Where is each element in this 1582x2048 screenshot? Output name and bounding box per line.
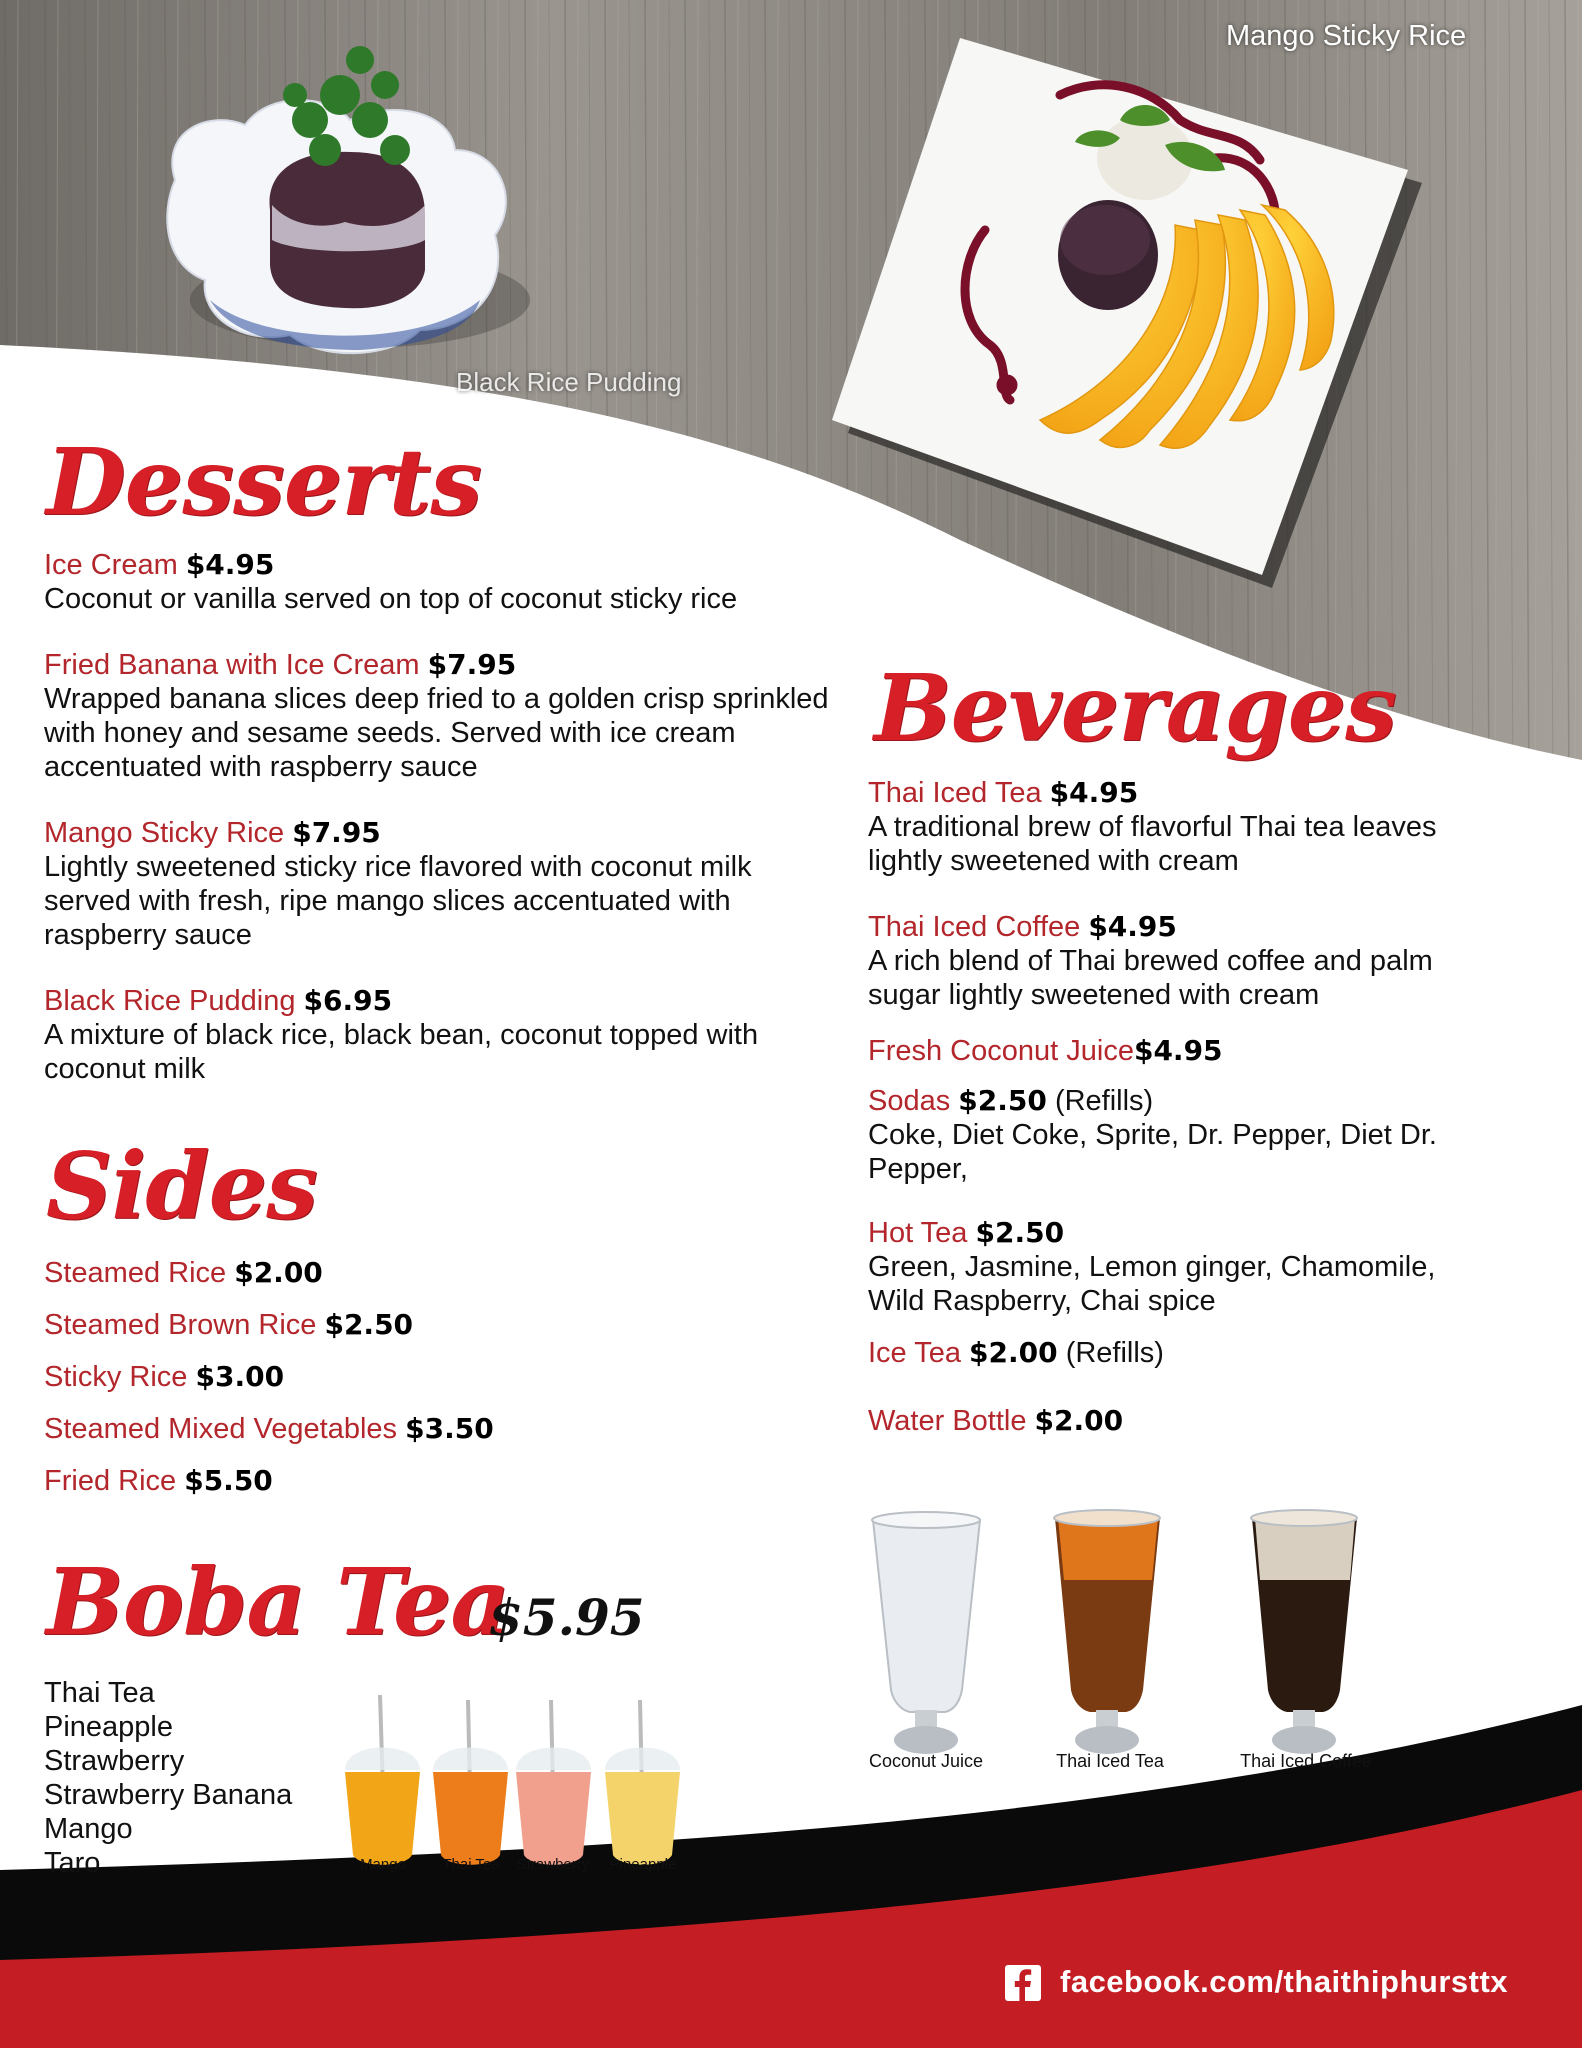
item-price: $7.95 (427, 648, 517, 681)
beverage-item (868, 1404, 1548, 1438)
side-item (44, 1464, 744, 1498)
item-price: $2.00 (234, 1256, 323, 1289)
side-item (44, 1360, 744, 1394)
boba-flavor: Strawberry (44, 1745, 185, 1777)
facebook-link[interactable]: facebook.com/thaithiphursttx (1060, 1964, 1509, 1999)
boba-tea-heading: Boba Tea (46, 1548, 510, 1656)
item-name: Steamed Brown Rice (44, 1309, 317, 1341)
item-description-line: Wild Raspberry, Chai spice (868, 1285, 1216, 1317)
item-description-line: A rich blend of Thai brewed coffee and palm (868, 945, 1433, 977)
black-rice-pudding-caption: Black Rice Pudding (456, 367, 682, 397)
item-name: Ice Tea (868, 1337, 961, 1369)
boba-cup-caption: Strawberry (516, 1856, 590, 1873)
boba-cup-0 (345, 1772, 420, 1865)
item-name: Hot Tea (868, 1217, 968, 1249)
mango-sticky-rice-caption: Mango Sticky Rice (1226, 20, 1467, 52)
item-name: Fried Banana with Ice Cream (44, 649, 420, 681)
boba-flavor-list (44, 1676, 292, 1880)
item-price: $5.50 (184, 1464, 273, 1497)
beverage-item (868, 1084, 1548, 1186)
glass-caption: Coconut Juice (868, 1751, 984, 1771)
item-price: $3.50 (405, 1412, 494, 1445)
item-price: $2.00 (969, 1336, 1058, 1369)
item-description-line: coconut milk (44, 1053, 206, 1085)
side-item (44, 1256, 744, 1290)
facebook-icon-glyph (1005, 1965, 1041, 2001)
item-name: Sodas (868, 1085, 951, 1117)
side-item (44, 1412, 744, 1446)
boba-cup-caption: Pineapple (609, 1856, 677, 1873)
item-price: $4.95 (185, 548, 275, 581)
item-name: Black Rice Pudding (44, 985, 296, 1017)
item-name: Steamed Mixed Vegetables (44, 1413, 398, 1445)
item-name: Sticky Rice (44, 1361, 188, 1393)
boba-flavor: Pineapple (44, 1711, 173, 1743)
dessert-item (44, 548, 864, 616)
item-price: $6.95 (303, 984, 393, 1017)
beverages-list (868, 776, 1548, 1438)
item-description-line: A traditional brew of flavorful Thai tea leaves (868, 811, 1437, 843)
item-description-line: with honey and sesame seeds. Served with ice cream (44, 717, 736, 749)
boba-cup-1 (433, 1772, 508, 1865)
item-price: $2.00 (1034, 1404, 1124, 1437)
item-name: Ice Cream (44, 549, 178, 581)
item-description-line: Wrapped banana slices deep fried to a golden crisp sprinkled (44, 683, 829, 715)
beverages-heading: Beverages (874, 654, 1397, 762)
item-name: Steamed Rice (44, 1257, 227, 1289)
glass-caption: Thai Iced Coffee (1240, 1751, 1372, 1771)
item-price: $2.50 (975, 1216, 1065, 1249)
item-price: $4.95 (1049, 776, 1139, 809)
beverage-item (868, 910, 1548, 1012)
item-price: $2.50 (958, 1084, 1047, 1117)
sides-list (44, 1256, 744, 1498)
item-description-line: lightly sweetened with cream (868, 845, 1239, 877)
item-description: Coconut or vanilla served on top of coconut sticky rice (44, 583, 738, 615)
item-price: $2.50 (324, 1308, 414, 1341)
boba-flavor: Thai Tea (44, 1677, 155, 1709)
boba-cup-2 (516, 1772, 591, 1865)
item-name: Mango Sticky Rice (44, 817, 285, 849)
item-description-line: Green, Jasmine, Lemon ginger, Chamomile, (868, 1251, 1436, 1283)
side-item (44, 1308, 744, 1342)
item-price: $4.95 (1088, 910, 1177, 943)
boba-cup-caption: Thai Tea (442, 1856, 500, 1873)
desserts-list (44, 548, 864, 1086)
item-name: Fried Rice (44, 1465, 177, 1497)
item-name: Thai Iced Coffee (868, 911, 1081, 943)
dessert-item (44, 648, 864, 784)
glass-caption: Thai Iced Tea (1056, 1751, 1164, 1771)
item-description-line: Pepper, (868, 1153, 968, 1185)
beverage-glasses-photo (872, 1510, 1357, 1754)
boba-flavor: Mango (44, 1813, 133, 1845)
item-price: $3.00 (195, 1360, 285, 1393)
boba-flavor: Taro (44, 1847, 101, 1879)
item-price: $4.95 (1133, 1034, 1223, 1067)
beverage-item (868, 776, 1548, 878)
desserts-heading: Desserts (46, 428, 482, 536)
item-description-line: served with fresh, ripe mango slices accentuated with (44, 885, 731, 917)
item-note: (Refills) (1065, 1337, 1164, 1369)
boba-flavor: Strawberry Banana (44, 1779, 293, 1811)
boba-cups-photo (345, 1695, 680, 1865)
item-description-line: sugar lightly sweetened with cream (868, 979, 1320, 1011)
beverage-item (868, 1336, 1548, 1370)
facebook-icon[interactable] (1005, 1965, 1041, 2001)
item-name: Fresh Coconut Juice (868, 1035, 1134, 1067)
boba-cup-3 (605, 1772, 680, 1865)
item-description-line: raspberry sauce (44, 919, 252, 951)
dessert-item (44, 984, 864, 1086)
item-description-line: Coke, Diet Coke, Sprite, Dr. Pepper, Diet Dr. (868, 1119, 1437, 1151)
beverage-item (868, 1216, 1548, 1318)
dessert-item (44, 816, 864, 952)
item-description-line: accentuated with raspberry sauce (44, 751, 478, 783)
item-name: Thai Iced Tea (868, 777, 1042, 809)
item-name: Water Bottle (868, 1405, 1027, 1437)
beverage-item (868, 1034, 1548, 1068)
item-description-line: Lightly sweetened sticky rice flavored with coconut milk (44, 851, 752, 883)
item-description-line: A mixture of black rice, black bean, coconut topped with (44, 1019, 759, 1051)
sides-heading: Sides (46, 1132, 318, 1240)
boba-tea-price: $5.95 (488, 1588, 645, 1647)
boba-cup-caption: Mango (360, 1856, 406, 1873)
item-price: $7.95 (292, 816, 381, 849)
item-note: (Refills) (1054, 1085, 1154, 1117)
